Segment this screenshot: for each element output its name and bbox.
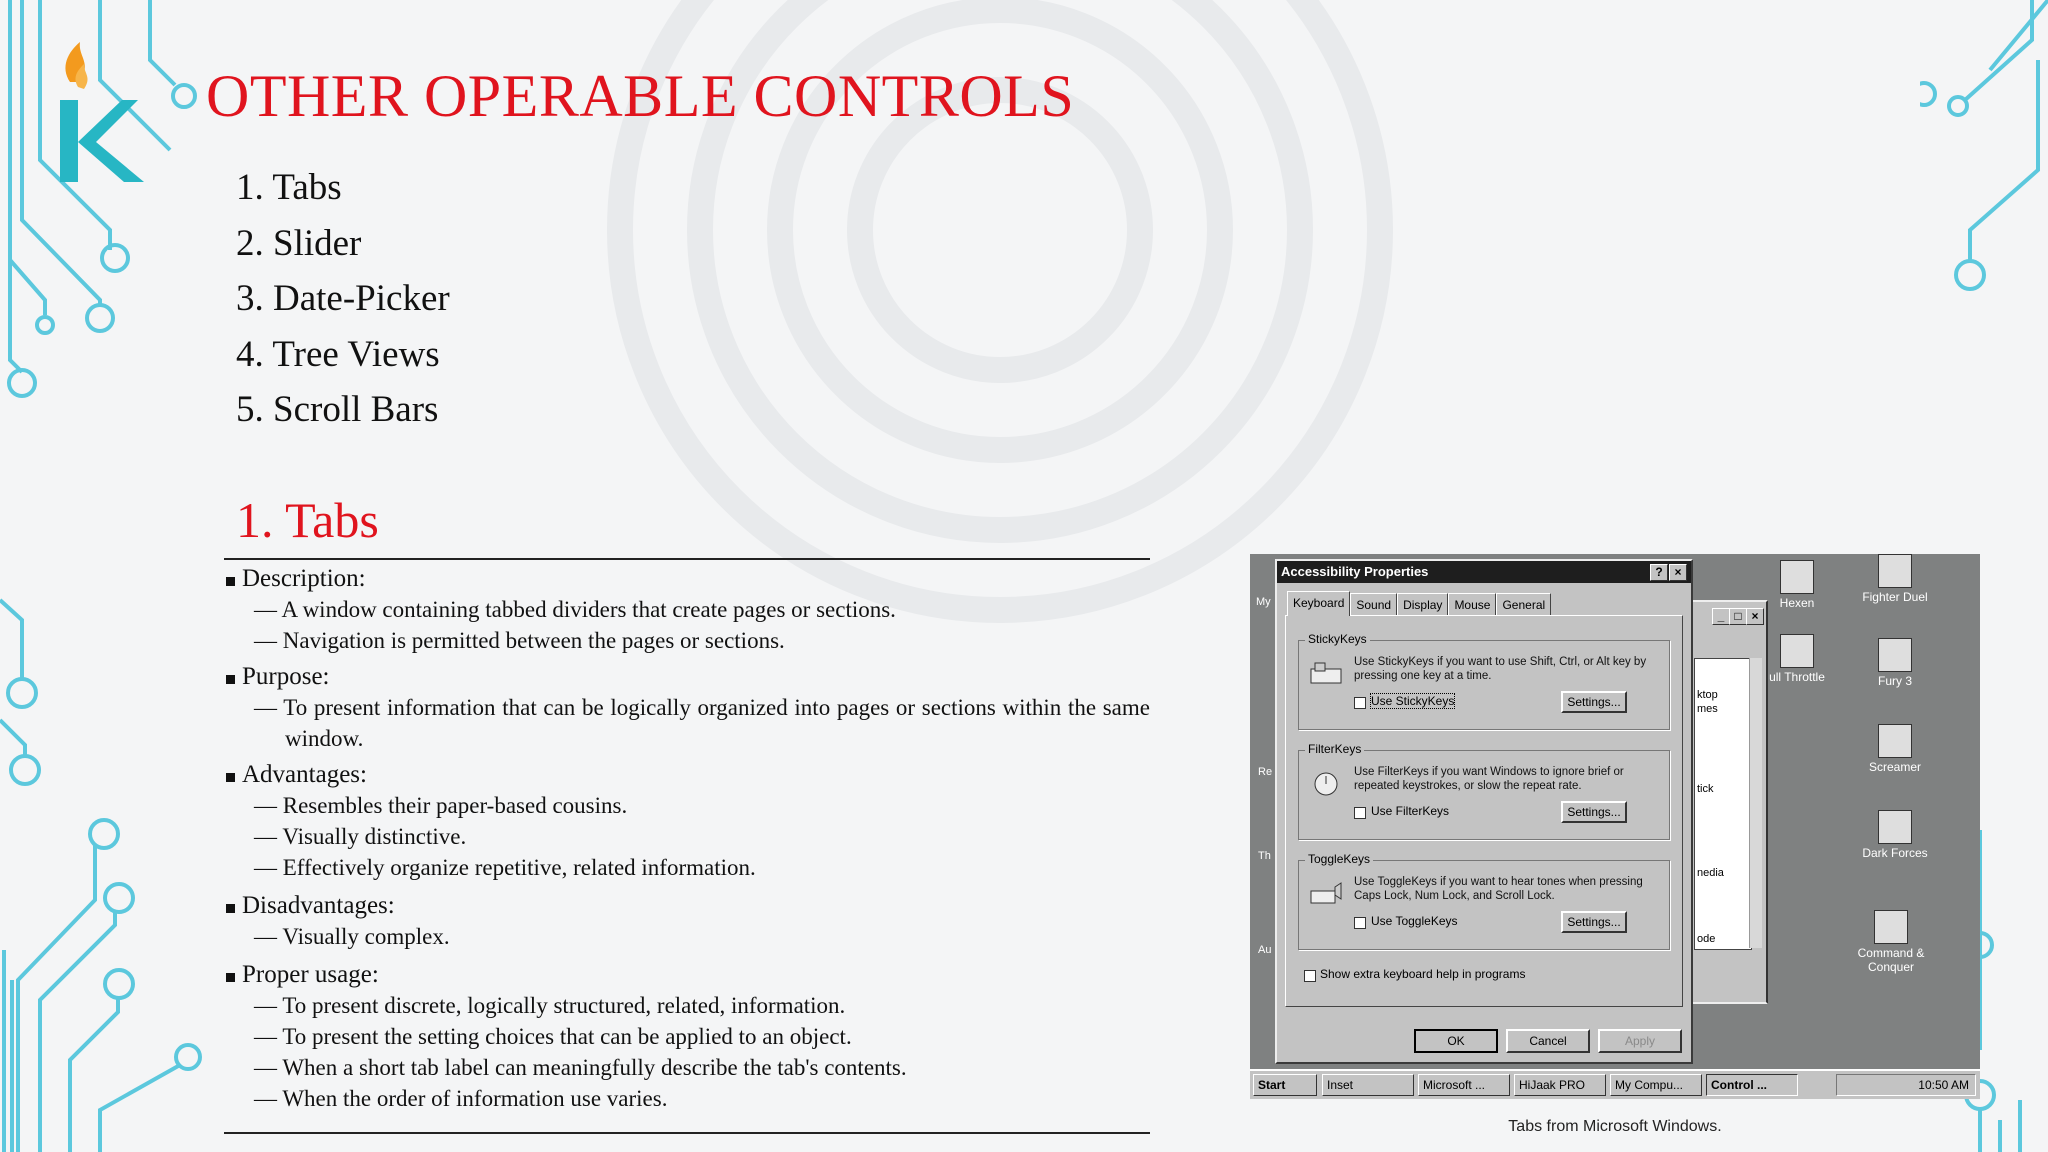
stickykeys-group (1298, 632, 1670, 730)
use-togglekeys-checkbox[interactable] (1354, 917, 1366, 929)
use-stickykeys-checkbox[interactable] (1354, 697, 1366, 709)
section-heading: Advantages: (224, 760, 1150, 790)
desktop-icon-hexen[interactable]: Hexen (1752, 560, 1842, 610)
window-content (1694, 658, 1752, 950)
content-fragment: nedia (1697, 867, 1724, 879)
topic-item-scroll-bars: 5. Scroll Bars (236, 389, 439, 430)
taskbar (1250, 1069, 1980, 1099)
figure-caption: Tabs from Microsoft Windows. (1508, 1118, 1722, 1135)
proper-usage-section (224, 960, 1150, 1114)
checkbox-label[interactable]: Show extra keyboard help in programs (1320, 967, 1526, 981)
filterkeys-settings-button[interactable]: Settings... (1561, 801, 1627, 823)
checkbox-label[interactable]: Use ToggleKeys (1371, 914, 1458, 928)
game-icon (1878, 810, 1912, 844)
section-line: — To present the setting choices that can be applied to an object. (254, 1024, 852, 1049)
game-icon (1878, 724, 1912, 758)
content-fragment: ktop (1697, 689, 1718, 701)
desktop-icon-screamer[interactable]: Screamer (1850, 724, 1940, 774)
desktop-fragment: Re (1258, 766, 1273, 778)
content-fragment: tick (1697, 783, 1714, 795)
ok-button[interactable]: OK (1414, 1029, 1498, 1053)
tab-general[interactable]: General (1496, 593, 1551, 616)
taskbar-item-inset[interactable]: Inset (1322, 1074, 1414, 1096)
dialog-title: Accessibility Properties (1277, 561, 1691, 583)
advantages-section (224, 760, 1150, 883)
section-line: — Navigation is permitted between the pages or sections. (254, 628, 785, 653)
section-line: — Visually distinctive. (254, 824, 467, 849)
help-button[interactable]: ? (1650, 564, 1668, 581)
togglekeys-settings-button[interactable]: Settings... (1561, 911, 1627, 933)
cancel-button[interactable]: Cancel (1506, 1029, 1590, 1053)
section-line: — Visually complex. (254, 924, 450, 949)
desktop-fragment: My (1256, 596, 1271, 608)
stickykeys-settings-button[interactable]: Settings... (1561, 691, 1627, 713)
maximize-button[interactable]: □ (1729, 608, 1747, 625)
filterkeys-group (1298, 742, 1670, 840)
checkbox-label[interactable]: Use StickyKeys (1371, 694, 1455, 708)
section-line: — Resembles their paper-based cousins. (254, 793, 628, 818)
k-logo (50, 42, 150, 192)
desktop-fragment: Au (1258, 944, 1272, 956)
keyboard-icon (1309, 659, 1343, 687)
game-icon (1878, 554, 1912, 588)
apply-button[interactable]: Apply (1598, 1029, 1682, 1053)
section-line: — When the order of information use varies. (254, 1086, 668, 1111)
description-section (224, 564, 1150, 656)
tab-strip (1287, 591, 1551, 615)
slide-title: OTHER OPERABLE CONTROLS (206, 63, 1075, 129)
speaker-keyboard-icon (1309, 879, 1343, 907)
extra-keyboard-help-checkbox[interactable] (1304, 970, 1316, 982)
content-fragment: ode (1697, 933, 1716, 945)
tab-display[interactable]: Display (1397, 593, 1448, 616)
desktop-icon-fighter-duel[interactable]: Fighter Duel (1850, 554, 1940, 604)
desktop-icon-fury3[interactable]: Fury 3 (1850, 638, 1940, 688)
desktop-icon-full-throttle[interactable]: ull Throttle (1752, 634, 1842, 684)
desktop-fragment: Th (1258, 850, 1271, 862)
group-description: Use FilterKeys if you want Windows to ignore brief or repeated keystrokes, or slow the repeat rate. (1354, 766, 1624, 792)
game-icon (1780, 560, 1814, 594)
checkbox-label[interactable]: Use FilterKeys (1371, 804, 1450, 818)
topic-item-tree-views: 4. Tree Views (236, 333, 440, 375)
section-heading: Description: (224, 564, 1150, 594)
topic-item-date-picker: 3. Date-Picker (236, 278, 450, 319)
use-filterkeys-checkbox[interactable] (1354, 807, 1366, 819)
desktop-icon-command-conquer[interactable]: Command & Conquer (1846, 910, 1936, 974)
section-heading: Proper usage: (224, 960, 1150, 990)
close-button[interactable]: × (1746, 608, 1764, 625)
group-label: ToggleKeys (1305, 852, 1373, 866)
group-description: Use ToggleKeys if you want to hear tones when pressing Caps Lock, Num Lock, and Scroll Lock. (1354, 876, 1643, 902)
tab-keyboard[interactable]: Keyboard (1287, 591, 1350, 616)
taskbar-item-my-computer[interactable]: My Compu... (1610, 1074, 1702, 1096)
section-heading: Purpose: (224, 662, 1150, 692)
section-title: 1. Tabs (236, 492, 379, 548)
game-icon (1874, 910, 1908, 944)
section-line: — When a short tab label can meaningfully describe the tab's contents. (254, 1055, 907, 1080)
accessibility-properties-dialog (1275, 559, 1693, 1064)
content-fragment: mes (1697, 703, 1718, 715)
desktop-icon-dark-forces[interactable]: Dark Forces (1850, 810, 1940, 860)
windows-screenshot (1250, 554, 1980, 1099)
taskbar-item-microsoft[interactable]: Microsoft ... (1418, 1074, 1510, 1096)
group-label: StickyKeys (1305, 632, 1370, 646)
keyboard-tab-panel (1285, 615, 1683, 1007)
taskbar-item-hijaak[interactable]: HiJaak PRO (1514, 1074, 1606, 1096)
scrollbar[interactable] (1749, 658, 1762, 948)
tab-sound[interactable]: Sound (1350, 593, 1397, 616)
topic-item-tabs: 1. Tabs (236, 167, 342, 208)
group-label: FilterKeys (1305, 742, 1364, 756)
purpose-section (224, 662, 1150, 754)
topic-item-slider: 2. Slider (236, 222, 362, 264)
tab-mouse[interactable]: Mouse (1448, 593, 1496, 616)
system-tray-clock[interactable]: 10:50 AM (1836, 1074, 1976, 1096)
group-description: Use StickyKeys if you want to use Shift, Ctrl, or Alt key by pressing one key at a time. (1354, 656, 1647, 682)
section-line: — Effectively organize repetitive, related information. (254, 855, 756, 880)
section-line: — To present information that can be logically organized into pages or sections within the same window. (254, 695, 1150, 751)
section-heading: Disadvantages: (224, 891, 1150, 921)
close-button[interactable]: × (1669, 564, 1687, 581)
topics-list (236, 160, 450, 438)
taskbar-item-control[interactable]: Control ... (1706, 1074, 1798, 1096)
start-button[interactable]: Start (1253, 1074, 1317, 1096)
section-line: — A window containing tabbed dividers that create pages or sections. (254, 597, 896, 622)
game-icon (1780, 634, 1814, 668)
stopwatch-icon (1309, 769, 1343, 797)
togglekeys-group (1298, 852, 1670, 950)
disadvantages-section (224, 891, 1150, 952)
tabs-description-table (224, 558, 1150, 1134)
game-icon (1878, 638, 1912, 672)
minimize-button[interactable]: _ (1712, 608, 1730, 625)
section-line: — To present discrete, logically structured, related, information. (254, 993, 846, 1018)
